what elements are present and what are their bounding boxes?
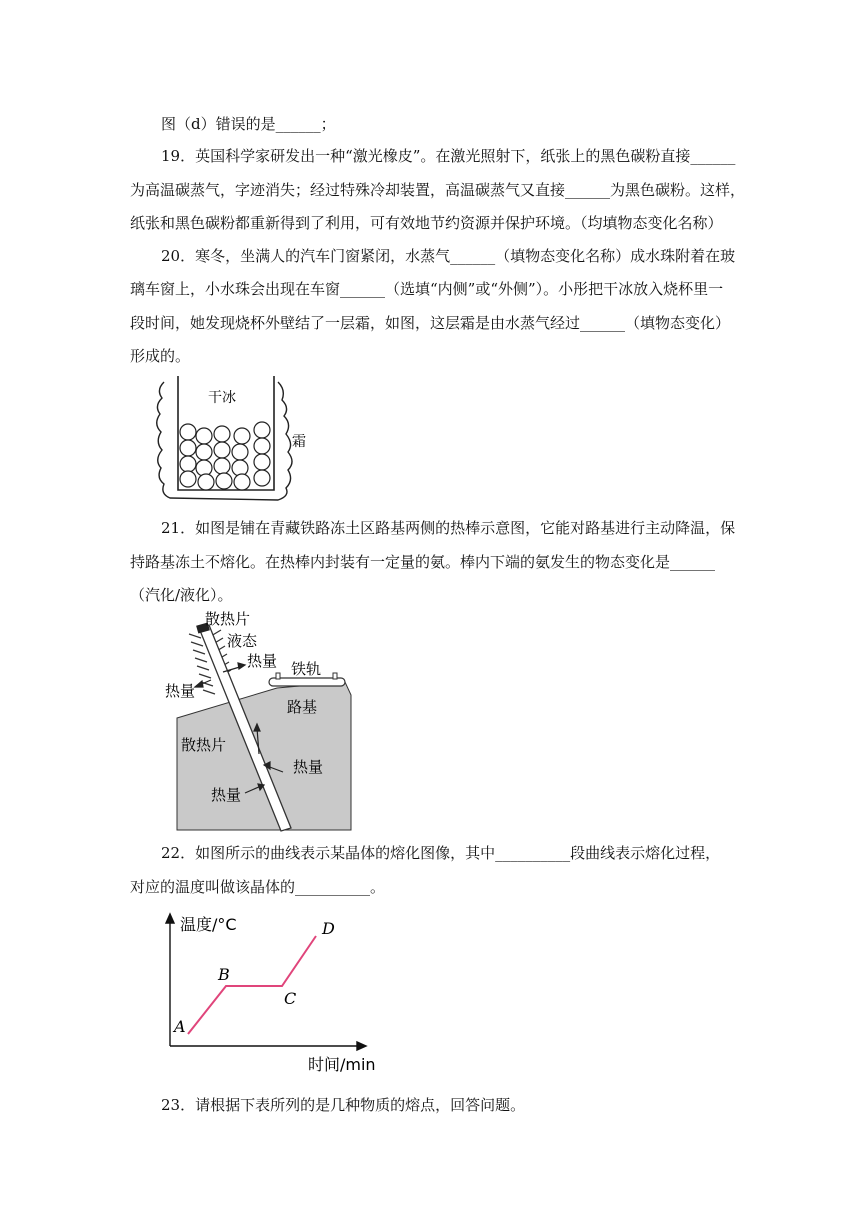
dry-ice-pellets	[180, 422, 270, 490]
melting-curve-figure	[150, 906, 400, 1076]
heat-label-upper-left: 热量	[165, 682, 196, 700]
question-23-line-1: 23．请根据下表所列的是几种物质的熔点，回答问题。	[161, 1096, 526, 1114]
point-b-label: B	[218, 965, 230, 984]
question-19-line-2: 为高温碳蒸气，字迹消失；经过特殊冷却装置，高温碳蒸气又直接______为黑色碳粉。这样，	[130, 181, 746, 199]
x-axis-label: 时间/min	[308, 1055, 376, 1074]
roadbed-label: 路基	[287, 698, 318, 716]
heat-sink-top-label: 散热片	[205, 610, 251, 628]
question-20-line-3: 段时间，她发现烧杯外壁结了一层霜，如图，这层霜是由水蒸气经过______（填物态变化）	[130, 314, 731, 332]
text-line: 图（d）错误的是______；	[161, 115, 336, 133]
liquid-label: 液态	[227, 632, 258, 650]
question-21-line-3: （汽化/液化）。	[130, 586, 233, 604]
melting-curve-line	[188, 936, 316, 1034]
heat-sink-lower-label: 散热片	[181, 736, 227, 754]
question-19-line-1: 19．英国科学家研发出一种“激光橡皮”。在激光照射下，纸张上的黑色碳粉直接______	[161, 147, 736, 165]
question-22-line-1: 22．如图所示的曲线表示某晶体的熔化图像，其中__________段曲线表示熔化过程，	[161, 844, 721, 862]
y-axis-label: 温度/°C	[180, 915, 237, 934]
heat-label-lower-right: 热量	[293, 758, 324, 776]
heat-rod-figure	[165, 610, 365, 835]
frost-label: 霜	[292, 434, 306, 450]
point-a-label: A	[174, 1017, 186, 1036]
roadbed-ground	[177, 682, 351, 830]
heat-label-lower-left: 热量	[211, 786, 242, 804]
question-21-line-1: 21．如图是铺在青藏铁路冻土区路基两侧的热棒示意图，它能对路基进行主动降温，保	[161, 519, 736, 537]
question-20-line-1: 20．寒冬，坐满人的汽车门窗紧闭，水蒸气______（填物态变化名称）成水珠附着在玻	[161, 247, 736, 265]
rail-label: 铁轨	[291, 660, 322, 678]
question-22-line-2: 对应的温度叫做该晶体的__________。	[130, 878, 386, 896]
question-19-line-3: 纸张和黑色碳粉都重新得到了利用，可有效地节约资源并保护环境。（均填物态变化名称）	[130, 214, 723, 232]
heat-label-upper-right: 热量	[247, 652, 278, 670]
axes	[166, 914, 366, 1050]
point-d-label: D	[322, 919, 335, 938]
question-21-line-2: 持路基冻土不熔化。在热棒内封装有一定量的氨。棒内下端的氨发生的物态变化是______	[130, 553, 716, 571]
point-c-label: C	[284, 989, 297, 1008]
dry-ice-beaker-figure	[150, 372, 320, 512]
dry-ice-label: 干冰	[208, 390, 236, 406]
question-20-line-4: 形成的。	[130, 347, 191, 365]
question-20-line-2: 璃车窗上，小水珠会出现在车窗______（选填“内侧”或“外侧”）。小彤把干冰放入烧杯里一	[130, 280, 724, 298]
